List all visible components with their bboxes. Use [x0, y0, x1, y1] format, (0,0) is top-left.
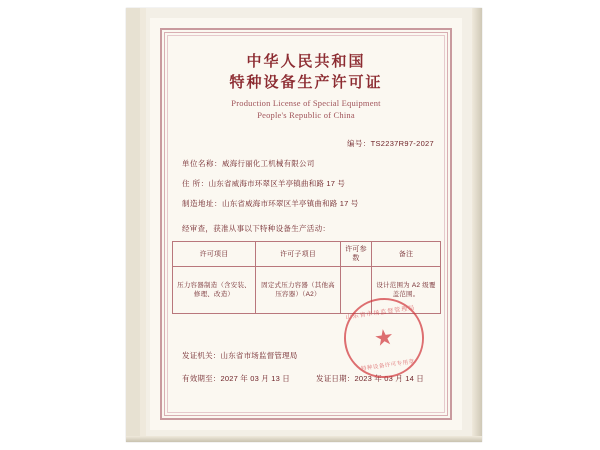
issue-date-value: 2023 年 03 月 14 日: [354, 374, 424, 383]
title-main: 特种设备生产许可证: [229, 74, 383, 91]
title-country: 中华人民共和国: [246, 53, 366, 70]
field-address-value: 山东省威海市环翠区羊亭镇曲和路 17 号: [208, 179, 346, 188]
certificate-page: [150, 18, 462, 430]
title-english-country: People's Republic of China: [257, 110, 355, 120]
booklet-right-edge: [472, 8, 482, 442]
issuer-label: 发证机关：: [182, 351, 221, 360]
field-manufacture-address-label: 制造地址：: [182, 199, 222, 208]
seal-star-icon: ★: [372, 323, 396, 352]
field-manufacture-address: [172, 198, 440, 209]
license-table-header-parameter: 许可参数: [341, 242, 372, 267]
license-table-header-row: [173, 242, 441, 267]
seal-text-bottom: 特种设备许可专用章: [360, 358, 416, 373]
field-company: [172, 158, 440, 169]
license-cell-remark: 设计范围为 A2 级覆盖范围。: [372, 267, 441, 314]
seal-text-top: 山东省市场监督管理局: [345, 305, 416, 322]
field-manufacture-address-value: 山东省威海市环翠区羊亭镇曲和路 17 号: [222, 199, 359, 208]
license-table-header-item: 许可项目: [173, 242, 256, 267]
field-address-label: 住 所：: [182, 179, 209, 188]
license-cell-subitem: 固定式压力容器（其他高压容器）（A2）: [256, 267, 341, 314]
field-address: [172, 178, 440, 189]
certificate-code-value: TS2237R97-2027: [370, 139, 434, 148]
booklet-bottom-edge: [126, 436, 482, 442]
approval-lead-text: 经审查，获准从事以下特种设备生产活动：: [182, 224, 331, 233]
valid-until-value: 2027 年 03 月 13 日: [220, 374, 290, 383]
page-content: [172, 40, 440, 408]
title-block: [172, 52, 440, 120]
license-cell-item: 压力容器制造（含安装、修理、改造）: [173, 267, 256, 314]
booklet-spine-inner: [140, 8, 146, 442]
issue-date-label: 发证日期：: [316, 374, 355, 383]
certificate-code-label: 编号：: [347, 139, 371, 148]
title-english-main: Production License of Special Equipment: [231, 98, 381, 108]
license-table-header-remark: 备注: [372, 242, 441, 267]
field-company-value: 威海行丽化工机械有限公司: [222, 159, 315, 168]
certificate-booklet: [126, 8, 482, 442]
license-table-header-subitem: 许可子项目: [256, 242, 341, 267]
valid-until: [182, 373, 290, 384]
valid-until-label: 有效期至：: [182, 374, 221, 383]
field-company-label: 单位名称：: [182, 159, 222, 168]
issuer-value: 山东省市场监督管理局: [220, 351, 298, 360]
booklet-spine: [126, 8, 141, 442]
certificate-code: [172, 138, 440, 149]
